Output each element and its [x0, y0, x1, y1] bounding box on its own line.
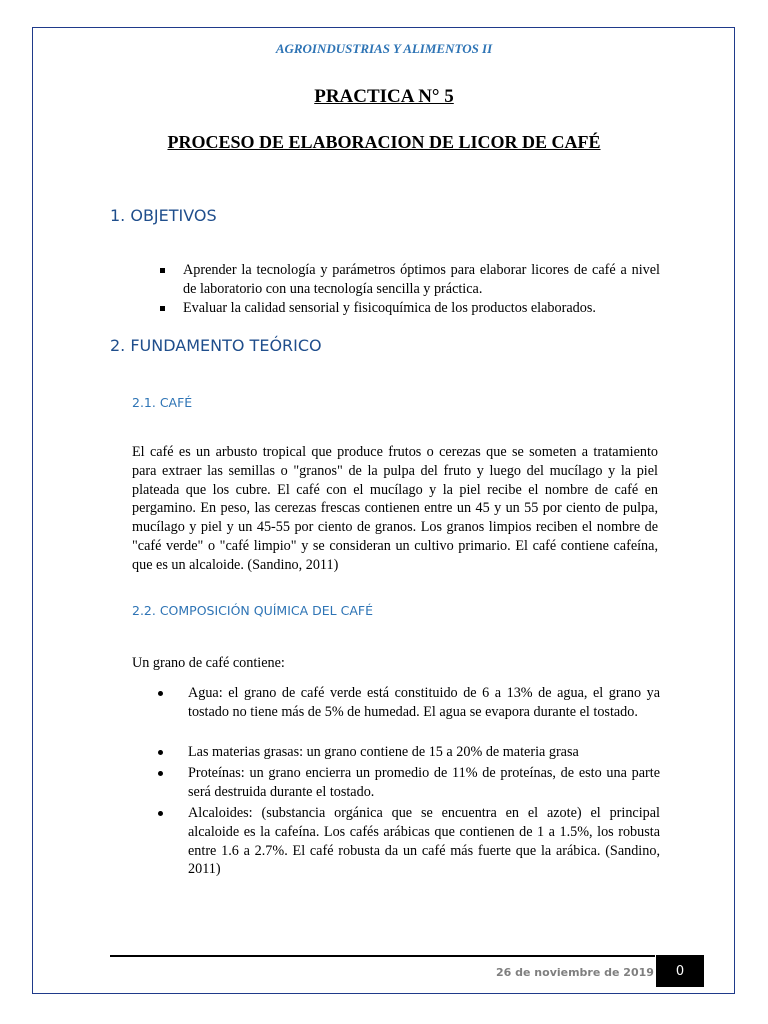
footer-date: 26 de noviembre de 2019 [496, 966, 654, 979]
page-number: 0 [656, 955, 704, 987]
practica-number: PRACTICA N° 5 [314, 86, 454, 107]
bullet-dot [158, 771, 163, 776]
composicion-intro: Un grano de café contiene: [132, 655, 285, 671]
composicion-item: Proteínas: un grano encierra un promedio de 11% de proteínas, de esto una parte será destruida durante el tostado. [188, 765, 660, 800]
bullet-square [160, 268, 165, 273]
heading-fundamento: 2. FUNDAMENTO TEÓRICO [110, 336, 322, 355]
heading-composicion: 2.2. COMPOSICIÓN QUÍMICA DEL CAFÉ [132, 603, 373, 618]
objetivo-item: Aprender la tecnología y parámetros óptimos para elaborar licores de café a nivel de laboratorio con una tecnología sencilla y práctica. [183, 262, 660, 297]
composicion-item: Agua: el grano de café verde está constituido de 6 a 13% de agua, el grano ya tostado no tiene más de 5% de humedad. El agua se evapora durante el tostado. [188, 685, 660, 720]
heading-objetivos: 1. OBJETIVOS [110, 206, 217, 225]
cafe-paragraph: El café es un arbusto tropical que produce frutos o cerezas que se someten a tratamiento para extraer las semillas o "granos" de la pulpa del fruto y luego del mucílago y la piel plateada que los cubre. El café con el mucílago y la piel recibe el nombre de café en pergamino. En peso, las cerezas frescas contienen entre un 45 y un 55 por ciento de pulpa, mucílago y piel y un 45-55 por ciento de granos. Los granos limpios reciben el nombre de "café verde" o "café limpio" y se consideran un cultivo primario. El café contiene cafeína, que es un alcaloide. (Sandino, 2011) [132, 444, 658, 573]
header-course: AGROINDUSTRIAS Y ALIMENTOS II [275, 41, 493, 56]
bullet-dot [158, 691, 163, 696]
document-title: PROCESO DE ELABORACION DE LICOR DE CAFÉ [167, 132, 601, 152]
footer-rule [110, 955, 655, 957]
composicion-item: Las materias grasas: un grano contiene de 15 a 20% de materia grasa [188, 744, 579, 760]
bullet-dot [158, 811, 163, 816]
bullet-dot [158, 750, 163, 755]
heading-cafe: 2.1. CAFÉ [132, 395, 193, 410]
bullet-square [160, 306, 165, 311]
objetivo-item: Evaluar la calidad sensorial y fisicoquímica de los productos elaborados. [183, 300, 596, 316]
composicion-item: Alcaloides: (substancia orgánica que se encuentra en el azote) el principal alcaloide es la cafeína. Los cafés arábicas que contienen de 1 a 1.5%, los robusta entre 1.6 a 2.7%. El café robusta da un café más fuerte que la arábica. (Sandino, 2011) [188, 805, 660, 878]
